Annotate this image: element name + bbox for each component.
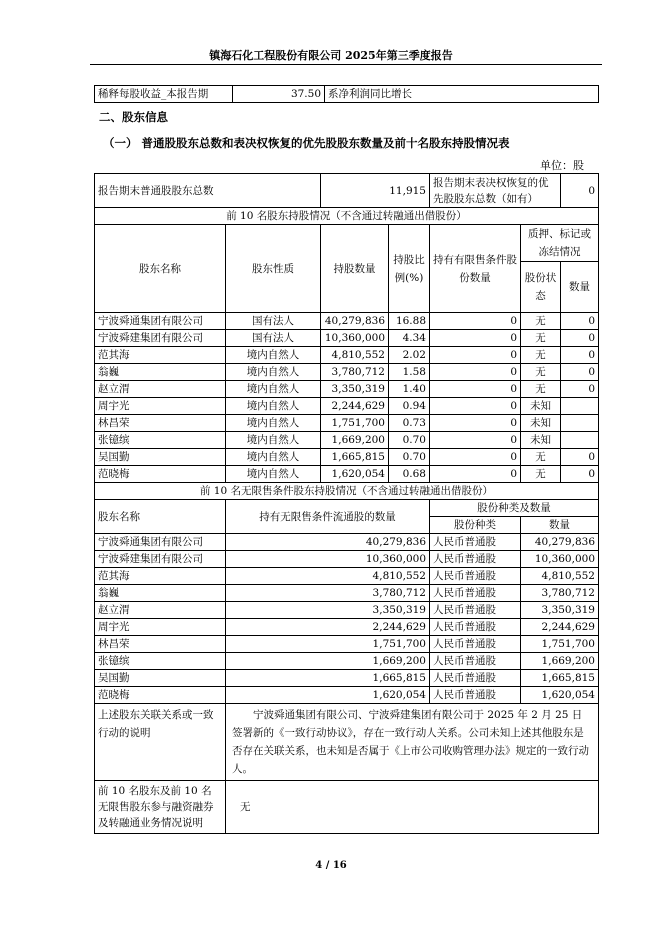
table-row [95,687,599,704]
col-name-header: 股东名称 [95,225,226,313]
pledge-count [561,398,599,415]
share-type-count: 10,360,000 [521,551,599,568]
table-row [95,619,599,636]
share-type-count: 1,751,700 [521,636,599,653]
share-type: 人民币普通股 [430,534,521,551]
shareholder-nature: 境内自然人 [226,364,321,381]
table-row [95,568,599,585]
share-quantity: 2,244,629 [321,398,389,415]
unrestricted-quantity: 1,620,054 [226,687,430,704]
col-status-header: 股份状态 [521,262,561,313]
unrestricted-quantity: 40,279,836 [226,534,430,551]
shareholder-nature: 境内自然人 [226,432,321,449]
unrestricted-quantity: 4,810,552 [226,568,430,585]
share-quantity: 40,279,836 [321,313,389,330]
unrestricted-quantity: 3,350,319 [226,602,430,619]
pledge-status: 无 [521,347,561,364]
share-ratio: 0.73 [389,415,430,432]
share-type: 人民币普通股 [430,687,521,704]
shareholder-nature: 境内自然人 [226,381,321,398]
pledge-status: 未知 [521,398,561,415]
shareholder-name: 周宇光 [95,398,226,415]
share-type-count: 40,279,836 [521,534,599,551]
shareholder-name: 周宇光 [95,619,226,636]
shareholder-name: 范其海 [95,568,226,585]
pledge-status: 无 [521,313,561,330]
shareholder-name: 翁巍 [95,585,226,602]
shareholder-nature: 境内自然人 [226,398,321,415]
share-type: 人民币普通股 [430,653,521,670]
eps-value: 37.50 [233,86,325,103]
table-row [95,534,599,551]
section-title: 二、股东信息 [99,110,168,124]
share-quantity: 3,350,319 [321,381,389,398]
shareholder-name: 宁波舜建集团有限公司 [95,551,226,568]
col-nature-header: 股东性质 [226,225,321,313]
share-quantity: 1,665,815 [321,449,389,466]
table-row [95,330,599,347]
relation-text: 宁波舜通集团有限公司、宁波舜建集团有限公司于 2025 年 2 月 25 日签署新的《一致行动协议》，存在一致行动人关系。公司未知上述其他股东是否存在关联关系，也未知是否属于《上市公司收购管理办法》规定的一致行动人。 [226,704,599,781]
shareholder-name: 宁波舜建集团有限公司 [95,330,226,347]
unrestricted-caption: 前 10 名无限售条件股东持股情况（不含通过转融通出借股份） [95,483,599,500]
share-quantity: 10,360,000 [321,330,389,347]
share-ratio: 0.68 [389,466,430,483]
shareholder-nature: 国有法人 [226,313,321,330]
total-holders-value: 11,915 [321,174,430,208]
share-type-count: 4,810,552 [521,568,599,585]
margin-label: 前 10 名股东及前 10 名无限售股东参与融资融券及转融通业务情况说明 [95,781,226,834]
share-ratio: 1.58 [389,364,430,381]
pledge-status: 未知 [521,415,561,432]
restricted-shares: 0 [430,432,521,449]
restricted-shares: 0 [430,330,521,347]
table-row [95,670,599,687]
shareholder-name: 宁波舜通集团有限公司 [95,534,226,551]
share-ratio: 16.88 [389,313,430,330]
table-row [95,415,599,432]
unrestricted-quantity: 3,780,712 [226,585,430,602]
pref-holders-value: 0 [561,174,599,208]
shareholder-name: 林昌荣 [95,415,226,432]
share-type: 人民币普通股 [430,636,521,653]
table-row [95,449,599,466]
share-type-count: 3,780,712 [521,585,599,602]
subsection-title: （一） 普通股股东总数和表决权恢复的优先股股东数量及前十名股东持股情况表 [103,136,510,150]
pref-holders-label: 报告期末表决权恢复的优先股股东总数（如有） [430,174,561,208]
share-quantity: 3,780,712 [321,364,389,381]
report-header: 镇海石化工程股份有限公司 2025年第三季度报告 [209,49,453,62]
shareholder-name: 张镱缤 [95,653,226,670]
shareholder-name: 张镱缤 [95,432,226,449]
table-row [95,585,599,602]
eps-label: 稀释每股收益_本报告期 [95,86,233,103]
table-row [95,364,599,381]
restricted-shares: 0 [430,381,521,398]
restricted-shares: 0 [430,347,521,364]
col-qty-header: 持股数量 [321,225,389,313]
table-row [95,398,599,415]
pledge-count: 0 [561,381,599,398]
share-quantity: 4,810,552 [321,347,389,364]
table-row [95,313,599,330]
u-col-type-header: 股份种类 [430,517,521,534]
unrestricted-quantity: 1,669,200 [226,653,430,670]
share-type: 人民币普通股 [430,551,521,568]
top10-caption: 前 10 名股东持股情况（不含通过转融通出借股份） [95,208,599,225]
share-type-count: 1,620,054 [521,687,599,704]
pledge-count [561,432,599,449]
share-ratio: 4.34 [389,330,430,347]
share-type-count: 2,244,629 [521,619,599,636]
shareholder-name: 范晓梅 [95,466,226,483]
table-row [95,636,599,653]
pledge-count: 0 [561,364,599,381]
pledge-count [561,415,599,432]
shareholder-nature: 国有法人 [226,330,321,347]
eps-note: 系净利润同比增长 [325,86,599,103]
col-restricted-header: 持有有限售条件股份数量 [430,225,521,313]
total-holders-label: 报告期末普通股股东总数 [95,174,321,208]
u-col-qty-header: 持有无限售条件流通股的数量 [226,500,430,534]
share-type: 人民币普通股 [430,568,521,585]
col-ratio-header: 持股比例(%) [389,225,430,313]
unrestricted-quantity: 10,360,000 [226,551,430,568]
pledge-status: 无 [521,449,561,466]
page-number: 4 / 16 [315,860,347,871]
pledge-status: 未知 [521,432,561,449]
restricted-shares: 0 [430,466,521,483]
shareholder-name: 范晓梅 [95,687,226,704]
relation-label: 上述股东关联关系或一致行动的说明 [95,704,226,781]
u-col-name-header: 股东名称 [95,500,226,534]
u-col-count-header: 数量 [521,517,599,534]
share-type: 人民币普通股 [430,602,521,619]
share-type-count: 1,665,815 [521,670,599,687]
pledge-status: 无 [521,364,561,381]
pledge-status: 无 [521,330,561,347]
header-divider [90,64,602,65]
shareholder-name: 赵立渭 [95,602,226,619]
restricted-shares: 0 [430,449,521,466]
share-type: 人民币普通股 [430,670,521,687]
share-ratio: 0.70 [389,449,430,466]
unit-label: 单位：股 [540,159,584,172]
share-ratio: 1.40 [389,381,430,398]
u-col-type-group-header: 股份种类及数量 [430,500,599,517]
share-ratio: 2.02 [389,347,430,364]
col-count-header: 数量 [561,262,599,313]
pledge-count: 0 [561,466,599,483]
pledge-count: 0 [561,313,599,330]
shareholder-nature: 境内自然人 [226,415,321,432]
eps-table [94,85,599,103]
share-ratio: 0.70 [389,432,430,449]
unrestricted-quantity: 1,665,815 [226,670,430,687]
pledge-count: 0 [561,330,599,347]
margin-text: 无 [226,781,599,834]
shareholder-nature: 境内自然人 [226,347,321,364]
table-row [95,551,599,568]
share-type-count: 3,350,319 [521,602,599,619]
table-row [95,653,599,670]
pledge-status: 无 [521,466,561,483]
table-row [95,432,599,449]
shareholder-name: 吴国勤 [95,449,226,466]
table-row [95,602,599,619]
pledge-status: 无 [521,381,561,398]
unrestricted-quantity: 1,751,700 [226,636,430,653]
table-row [95,466,599,483]
shareholder-name: 宁波舜通集团有限公司 [95,313,226,330]
share-type: 人民币普通股 [430,585,521,602]
shareholder-name: 翁巍 [95,364,226,381]
share-quantity: 1,669,200 [321,432,389,449]
top10-shareholders-table [94,173,599,834]
restricted-shares: 0 [430,415,521,432]
shareholder-nature: 境内自然人 [226,449,321,466]
table-row [95,381,599,398]
share-type: 人民币普通股 [430,619,521,636]
unrestricted-quantity: 2,244,629 [226,619,430,636]
share-type-count: 1,669,200 [521,653,599,670]
shareholder-name: 吴国勤 [95,670,226,687]
share-ratio: 0.94 [389,398,430,415]
share-quantity: 1,620,054 [321,466,389,483]
restricted-shares: 0 [430,398,521,415]
restricted-shares: 0 [430,364,521,381]
pledge-count: 0 [561,347,599,364]
share-quantity: 1,751,700 [321,415,389,432]
shareholder-name: 赵立渭 [95,381,226,398]
restricted-shares: 0 [430,313,521,330]
pledge-count: 0 [561,449,599,466]
col-pledge-header: 质押、标记或冻结情况 [521,225,599,262]
shareholder-name: 范其海 [95,347,226,364]
shareholder-nature: 境内自然人 [226,466,321,483]
table-row [95,347,599,364]
shareholder-name: 林昌荣 [95,636,226,653]
